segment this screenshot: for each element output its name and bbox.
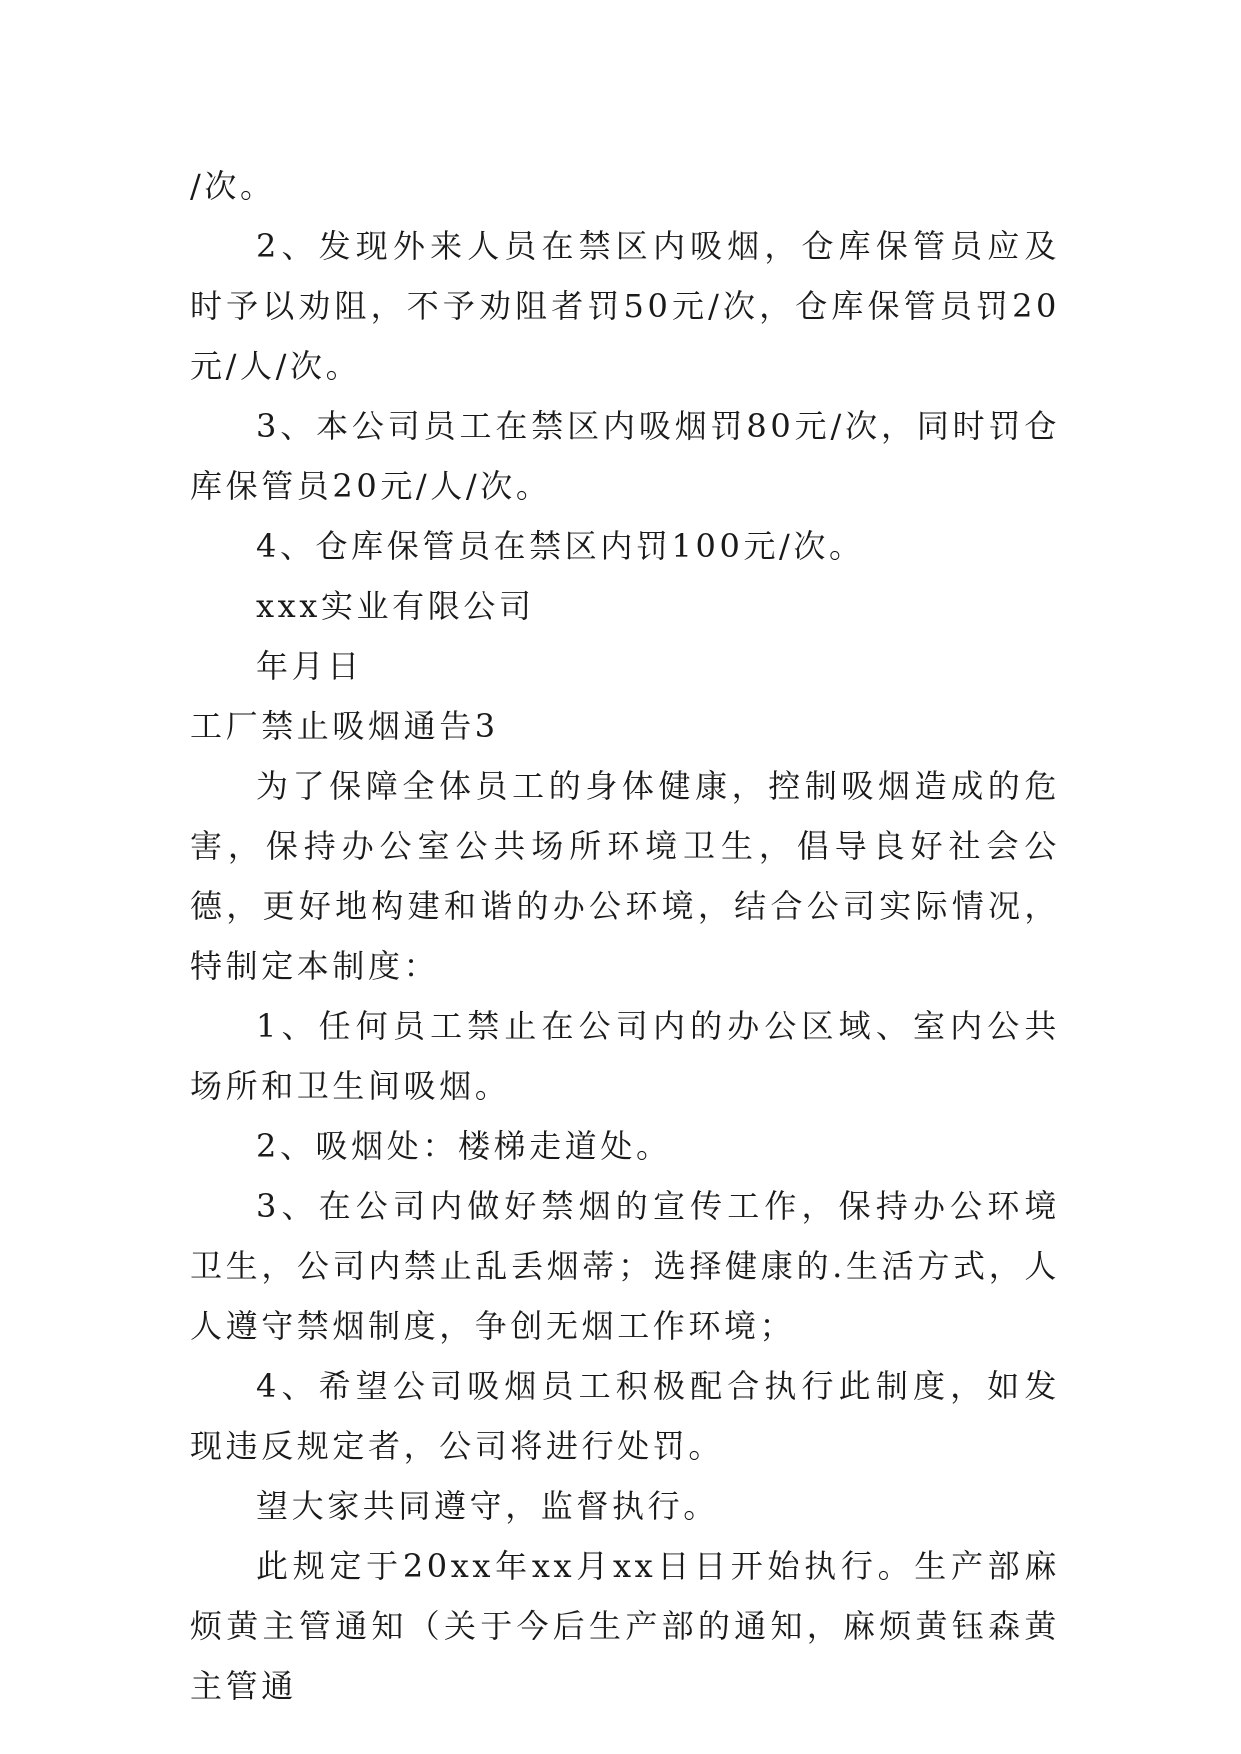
paragraph-intro: 为了保障全体员工的身体健康，控制吸烟造成的危害，保持办公室公共场所环境卫生，倡导良好社会公德，更好地构建和谐的办公环境，结合公司实际情况，特制定本制度： <box>190 767 1060 985</box>
paragraph-item-4: 4、希望公司吸烟员工积极配合执行此制度，如发现违反规定者，公司将进行处罚。 <box>190 1367 1060 1465</box>
section-title: 工厂禁止吸烟通告3 <box>190 707 499 745</box>
paragraph-item-1: 1、任何员工禁止在公司内的办公区域、室内公共场所和卫生间吸烟。 <box>190 1007 1060 1105</box>
paragraph-closing: 望大家共同遵守，监督执行。 <box>256 1487 719 1525</box>
paragraph-item-3: 3、在公司内做好禁烟的宣传工作，保持办公环境卫生，公司内禁止乱丢烟蒂；选择健康的.生活方式，人人遵守禁烟制度，争创无烟工作环境； <box>190 1187 1060 1345</box>
company-signature: xxx实业有限公司 <box>256 587 535 625</box>
paragraph-continuation: /次。 <box>190 167 276 205</box>
paragraph-rule-3-employees: 3、本公司员工在禁区内吸烟罚80元/次，同时罚仓库保管员20元/人/次。 <box>190 407 1060 505</box>
signature-date: 年月日 <box>256 647 363 685</box>
paragraph-rule-2-visitors: 2、发现外来人员在禁区内吸烟，仓库保管员应及时予以劝阻，不予劝阻者罚50元/次，仓库保管员罚20元/人/次。 <box>190 227 1060 385</box>
paragraph-item-2: 2、吸烟处：楼梯走道处。 <box>256 1127 672 1165</box>
paragraph-effective-date: 此规定于20xx年xx月xx日日开始执行。生产部麻烦黄主管通知（关于今后生产部的通知，麻烦黄钰森黄主管通 <box>190 1547 1060 1705</box>
document-body <box>190 156 1060 1716</box>
paragraph-rule-4-keeper: 4、仓库保管员在禁区内罚100元/次。 <box>256 527 865 565</box>
